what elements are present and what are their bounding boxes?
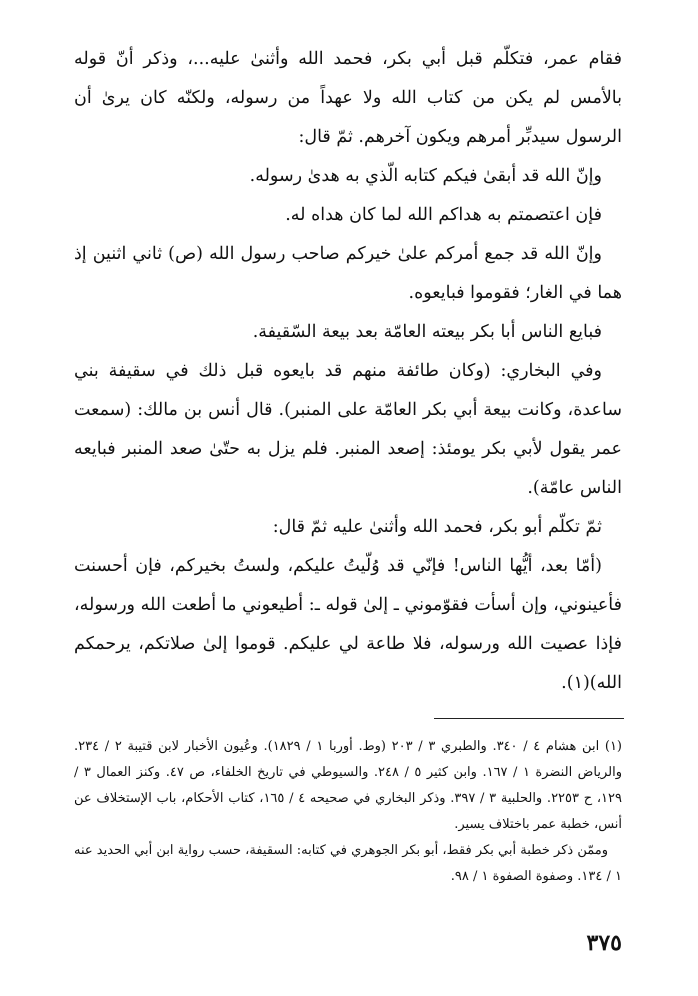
paragraph-omar-speech: فقام عمر، فتكلّم قبل أبي بكر، فحمد الله وأثنىٰ عليه...، وذكر أنّ قوله بالأمس لم يكن من كتاب الله ولا عهداً من رسوله، ولكنّه كان يرىٰ أن الرسول سيدبِّر أمرهم ويكون آخرهم. ثمّ قال: xyxy=(74,49,622,147)
page-body xyxy=(74,40,622,703)
footnotes xyxy=(74,734,622,890)
paragraph-public-pledge: فبايع الناس أبا بكر بيعته العامّة بعد بيعة السّقيفة. xyxy=(252,322,602,342)
footnote-divider xyxy=(434,718,624,719)
paragraph-abubakr-intro: ثمّ تكلّم أبو بكر، فحمد الله وأثنىٰ عليه ثمّ قال: xyxy=(272,517,602,537)
paragraph-bukhari: وفي البخاري: (وكان طائفة منهم قد بايعوه قبل ذلك في سقيفة بني ساعدة، وكانت بيعة أبي بكر العامّة على المنبر). قال أنس بن مالك: (سمعت عمر يقول لأبي بكر يومئذ: إصعد المنبر. فلم يزل به حتّىٰ صعد المنبر فبايعه الناس عامّة). xyxy=(74,361,622,498)
page-number: ٣٧٥ xyxy=(586,930,622,956)
paragraph-quote-book: وإنّ الله قد أبقىٰ فيكم كتابه الّذي به هدىٰ رسوله. xyxy=(249,166,602,186)
footnote-1: (١) ابن هشام ٤ / ٣٤٠. والطبري ٣ / ٢٠٣ (وط. أوربا ١ / ١٨٢٩). وعُيون الأخبار لابن قتيبة ٢ / ٢٣٤. والرياض النضرة ١ / ١٦٧. وابن كثير ٥ / ٢٤٨. والسيوطي في تاريخ الخلفاء، ص ٤٧. وكنز العمال ٣ / ١٢٩، ح ٢٢٥٣. والحلبية ٣ / ٣٩٧. وذكر البخاري في صحيحه ٤ / ١٦٥، كتاب الأحكام، باب الإستخلاف عن أنس، خطبة عمر باختلاف يسير. xyxy=(74,739,623,832)
footnote-continuation: وممّن ذكر خطبة أبي بكر فقط، أبو بكر الجوهري في كتابه: السقيفة، حسب رواية ابن أبي الحديد عنه ١ / ١٣٤. وصفوة الصفوة ١ / ٩٨. xyxy=(74,843,622,884)
paragraph-quote-pledge: وإنّ الله قد جمع أمركم علىٰ خيركم صاحب رسول الله (ص) ثاني اثنين إذ هما في الغار؛ فقوموا فبايعوه. xyxy=(74,244,622,303)
paragraph-quote-guidance: فإن اعتصمتم به هداكم الله لما كان هداه له. xyxy=(285,205,602,225)
main-text xyxy=(74,40,622,703)
paragraph-abubakr-speech: (أمّا بعد، أيُّها الناس! فإنّي قد وُلّيتُ عليكم، ولستُ بخيركم، فإن أحسنت فأعينوني، وإن أسأت فقوّموني ـ إلىٰ قوله ـ: أطيعوني ما أطعت الله ورسوله، فإذا عصيت الله ورسوله، فلا طاعة لي عليكم. قوموا إلىٰ صلاتكم، يرحمكم الله)(١). xyxy=(74,556,622,693)
